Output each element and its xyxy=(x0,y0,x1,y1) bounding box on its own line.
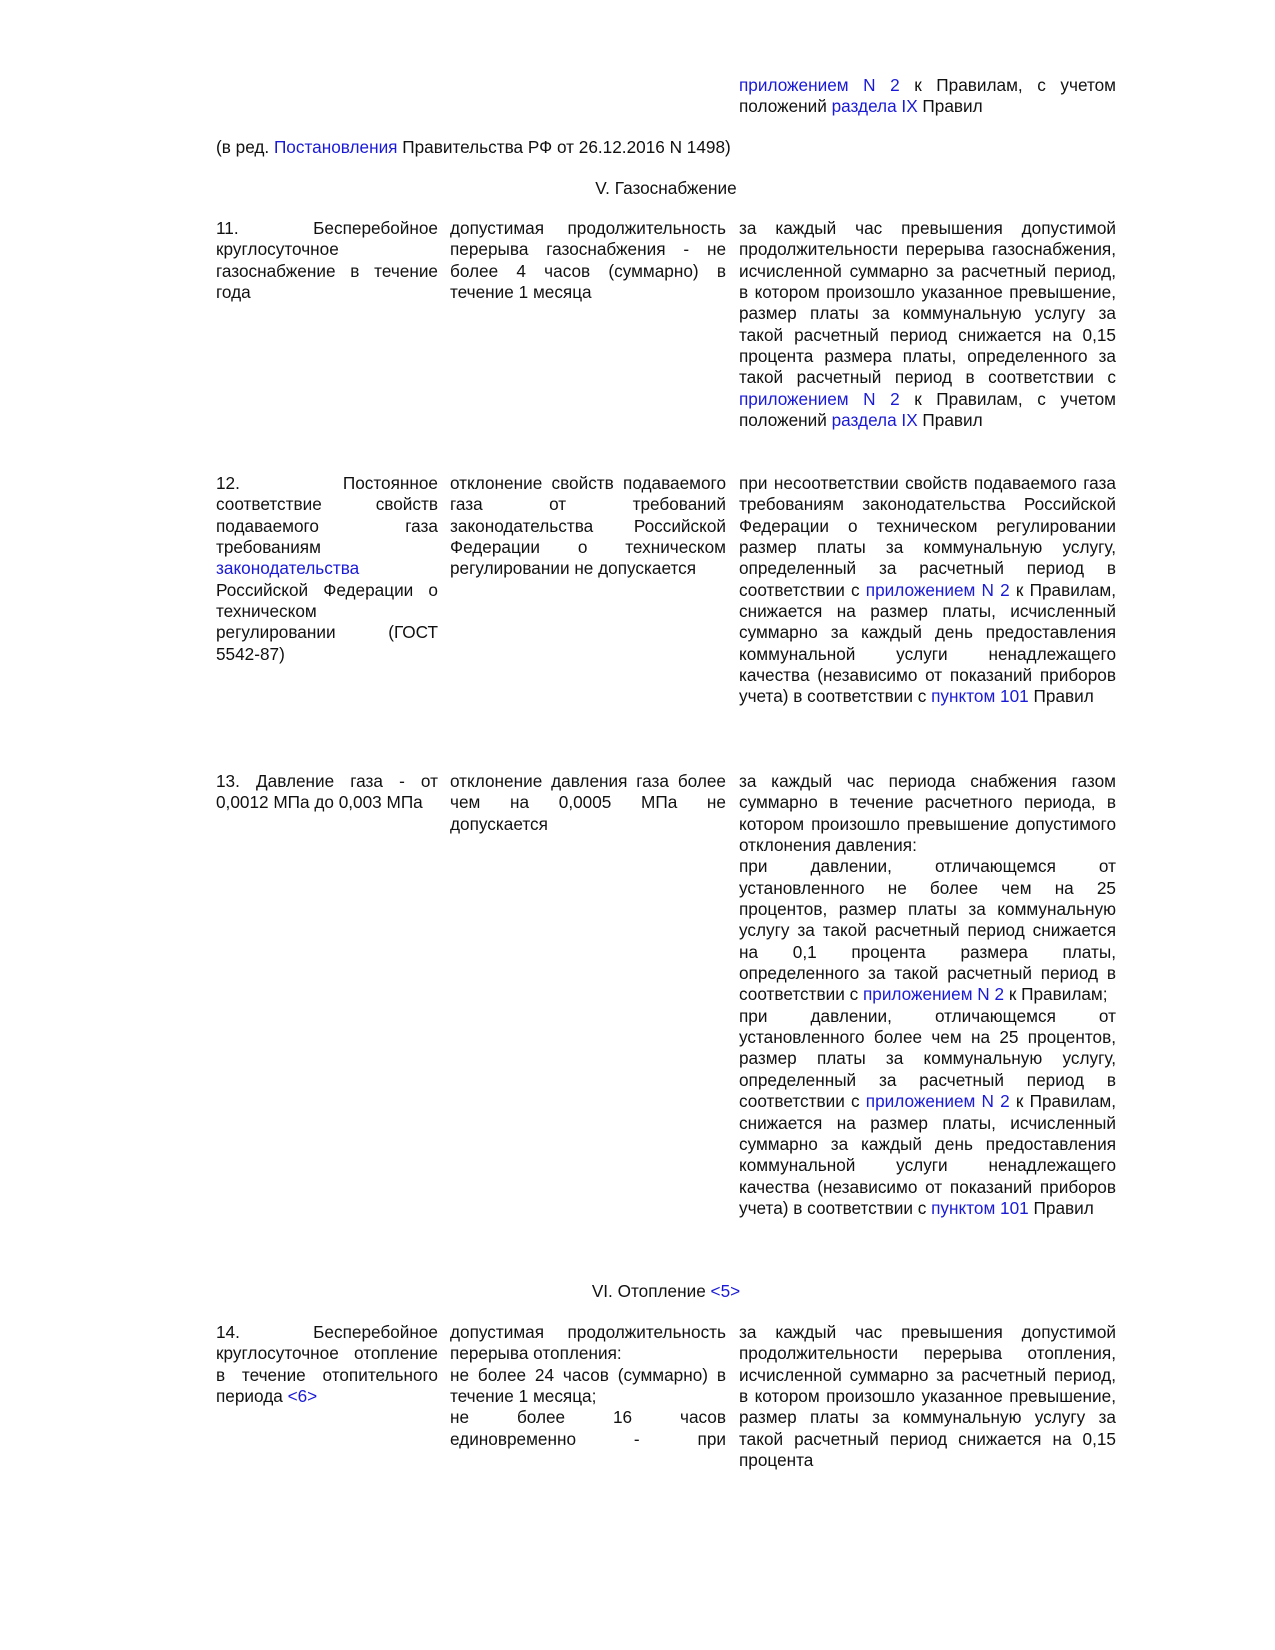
payment-change-cell xyxy=(739,1322,1116,1471)
allowed-deviation-cell xyxy=(450,1322,726,1450)
link-clause-101[interactable]: пунктом 101 xyxy=(931,686,1029,707)
cell-text: отклонение давления газа более чем на 0,0005 МПа не допускается xyxy=(450,771,726,834)
fragment-text: Правил xyxy=(917,96,983,117)
cell-text: не более 24 часов (суммарно) в течение 1 месяца; xyxy=(450,1364,726,1407)
cell-text: к Правилам; xyxy=(1004,984,1108,1005)
paragraph xyxy=(450,1365,726,1408)
cell-text: 14. Бесперебойное круглосуточное отопление в течение отопительного периода xyxy=(216,1322,438,1407)
cell-text: 13. Давление газа - от 0,0012 МПа до 0,003 МПа xyxy=(216,771,438,813)
cell-text: к Правилам, снижается на размер платы, исчисленный суммарно за каждый день предоставления коммунальной услуги ненадлежащего качества (независимо от показаний приборов учета) в соответствии с xyxy=(739,579,1116,707)
cell-text: не более 16 часов единовременно - при xyxy=(450,1407,726,1449)
cell-text: Правил xyxy=(1028,1197,1094,1218)
fragment-text: к Правилам, с учетом положений xyxy=(739,75,1116,117)
footnote-link-6[interactable]: <6> xyxy=(287,1386,318,1407)
cell-text: Российской Федерации о техническом регулировании (ГОСТ 5542-87) xyxy=(216,579,438,664)
paragraph xyxy=(739,1006,1116,1219)
link-clause-101[interactable]: пунктом 101 xyxy=(931,1197,1029,1218)
cell-text: отклонение свойств подаваемого газа от требований законодательства Российской Федерации о техническом регулировании не допускается xyxy=(450,473,726,579)
cell-text: за каждый час периода снабжения газом суммарно в течение расчетного периода, в котором произошло превышение допустимого отклонения давления: xyxy=(739,771,1116,856)
requirement-cell xyxy=(216,473,438,665)
cell-text: допустимая продолжительность перерыва газоснабжения - не более 4 часов (суммарно) в течение 1 месяца xyxy=(450,218,726,303)
section-heading-gas-supply xyxy=(216,178,1116,199)
payment-change-cell xyxy=(739,473,1116,708)
cell-text: за каждый час превышения допустимой продолжительности перерыва газоснабжения, исчисленной суммарно за расчетный период, в котором произошло указанное превышение, размер платы за коммунальную услугу за такой расчетный период снижается на 0,15 процента размера платы, определенного за такой расчетный период в соответствии с xyxy=(739,218,1116,388)
link-appendix-2[interactable]: приложением N 2 xyxy=(739,388,900,409)
edition-note-prefix: (в ред. xyxy=(216,137,274,157)
cell-text: за каждый час превышения допустимой продолжительности перерыва отопления, исчисленной суммарно за расчетный период, в котором произошло указанное превышение, размер платы за коммунальную услугу за такой расчетный период снижается на 0,15 процента xyxy=(739,1322,1116,1471)
edition-note-suffix: Правительства РФ от 26.12.2016 N 1498) xyxy=(397,137,731,157)
section-heading-heating xyxy=(216,1281,1116,1302)
cell-text: при несоответствии свойств подаваемого газа требованиям законодательства Российской Федерации о техническом регулировании размер платы за коммунальную услугу, определенный за расчетный период в соответствии с xyxy=(739,473,1116,600)
link-appendix-2[interactable]: приложением N 2 xyxy=(862,984,1005,1005)
requirement-cell xyxy=(216,1322,438,1407)
edition-note xyxy=(216,137,1116,158)
cell-text: 11. Бесперебойное круглосуточное газоснабжение в течение года xyxy=(216,218,438,303)
link-resolution[interactable]: Постановления xyxy=(273,137,398,157)
allowed-deviation-cell xyxy=(450,771,726,835)
requirement-cell xyxy=(216,771,438,814)
cell-text: к Правилам, снижается на размер платы, исчисленный суммарно за каждый день предоставления коммунальной услуги ненадлежащего качества (независимо от показаний приборов учета) в соответствии с xyxy=(739,1091,1116,1218)
link-appendix-2[interactable]: приложением N 2 xyxy=(865,579,1010,600)
link-appendix-2[interactable]: приложением N 2 xyxy=(865,1091,1010,1112)
cell-text: Правил xyxy=(917,410,983,431)
cell-text: 12. Постоянное соответствие свойств подаваемого газа требованиям xyxy=(216,473,438,558)
cell-text: при давлении, отличающемся от установленного не более чем на 25 процентов, размер платы за коммунальную услугу за такой расчетный период снижается на 0,1 процента размера платы, определенного за такой расчетный период в соответствии с xyxy=(739,856,1116,1005)
link-legislation[interactable]: законодательства xyxy=(216,558,360,579)
link-appendix-2[interactable]: приложением N 2 xyxy=(739,75,900,95)
allowed-deviation-cell xyxy=(450,218,726,303)
payment-change-cell xyxy=(739,218,1116,431)
cell-text: при давлении, отличающемся от установленного более чем на 25 процентов, размер платы за коммунальную услугу, определенный за расчетный период в соответствии с xyxy=(739,1005,1116,1112)
footnote-link-5[interactable]: <5> xyxy=(710,1281,741,1301)
section-title: V. Газоснабжение xyxy=(595,178,737,198)
paragraph xyxy=(450,1322,726,1365)
paragraph xyxy=(739,856,1116,1005)
paragraph xyxy=(739,771,1116,856)
requirement-cell xyxy=(216,218,438,303)
link-section-ix[interactable]: раздела IX xyxy=(831,96,918,117)
cell-text: Правил xyxy=(1028,686,1094,707)
allowed-deviation-cell xyxy=(450,473,726,580)
cell-text: допустимая продолжительность перерыва отопления: xyxy=(450,1322,726,1364)
top-continuation-fragment xyxy=(739,75,1116,118)
cell-text: к Правилам, с учетом положений xyxy=(739,388,1116,431)
paragraph xyxy=(450,1407,726,1450)
section-title: VI. Отопление xyxy=(591,1281,711,1301)
link-section-ix[interactable]: раздела IX xyxy=(831,410,918,431)
payment-change-cell xyxy=(739,771,1116,1219)
